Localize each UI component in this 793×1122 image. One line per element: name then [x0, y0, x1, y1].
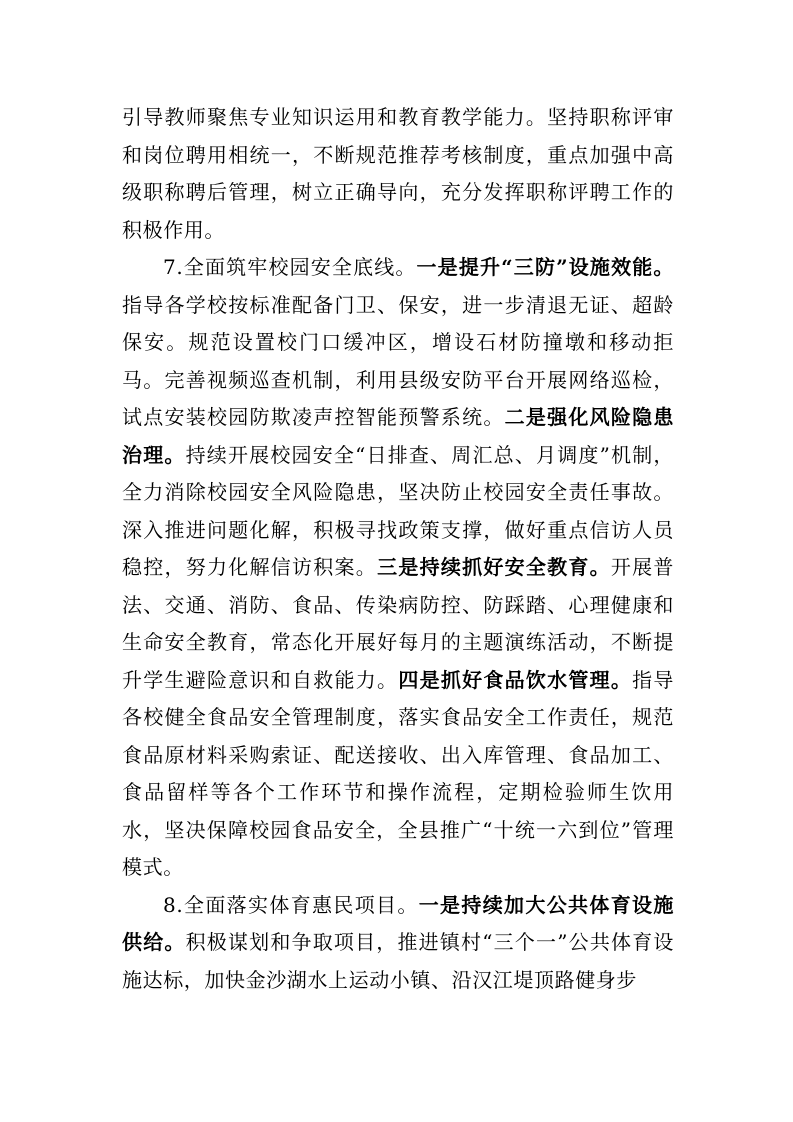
text-run: 积极谋划和争取项目，推进镇村“三个一”公共体育设施达标，加快金沙湖水上运动小镇、沿汉江堤顶路健身步 — [122, 930, 674, 992]
bold-heading-three: 三是持续抓好安全教育。 — [377, 555, 611, 579]
text-run: 指导各校健全食品安全管理制度，落实食品安全工作责任，规范食品原材料采购索证、配送接收、出入库管理、食品加工、食品留样等各个工作环节和操作流程，定期检验师生饮用水，坚决保障校园食品安全，全县推广“十统一六到位”管理模式。 — [122, 667, 674, 879]
text-run: 指导各学校按标准配备门卫、保安，进一步清退无证、超龄保安。规范设置校门口缓冲区，增设石材防撞墩和移动拒马。完善视频巡查机制，利用县级安防平台开展网络巡检，试点安装校园防欺凌声控智能预警系统。 — [122, 292, 674, 429]
item-8-heading: 8.全面落实体育惠民项目。 — [163, 892, 419, 917]
bold-heading-four: 四是抓好食品饮水管理。 — [398, 667, 633, 692]
paragraph-continuation — [122, 99, 674, 249]
document-body — [122, 99, 674, 999]
paragraph-item-8 — [122, 887, 674, 1000]
bold-heading-one: 一是持续加大公共体育设施供给。 — [122, 892, 674, 954]
item-7-heading: 7.全面筑牢校园安全底线。 — [163, 255, 417, 279]
text-run: 引导教师聚焦专业知识运用和教育教学能力。坚持职称评审和岗位聘用相统一，不断规范推荐考核制度，重点加强中高级职称聘后管理，树立正确导向，充分发挥职称评聘工作的积极作用。 — [122, 105, 674, 242]
text-run: 开展普法、交通、消防、食品、传染病防控、防踩踏、心理健康和生命安全教育，常态化开展好每月的主题演练活动，不断提升学生避险意识和自救能力。 — [122, 555, 674, 692]
bold-heading-one: 一是提升“三防”设施效能。 — [416, 255, 674, 279]
bold-heading-two: 二是强化风险隐患治理。 — [122, 405, 674, 467]
paragraph-item-7 — [122, 249, 674, 887]
text-run: 持续开展校园安全“日排查、周汇总、月调度”机制，全力消除校园安全风险隐患，坚决防止校园安全责任事故。深入推进问题化解，积极寻找政策支撑，做好重点信访人员稳控，努力化解信访积案。 — [122, 442, 674, 579]
